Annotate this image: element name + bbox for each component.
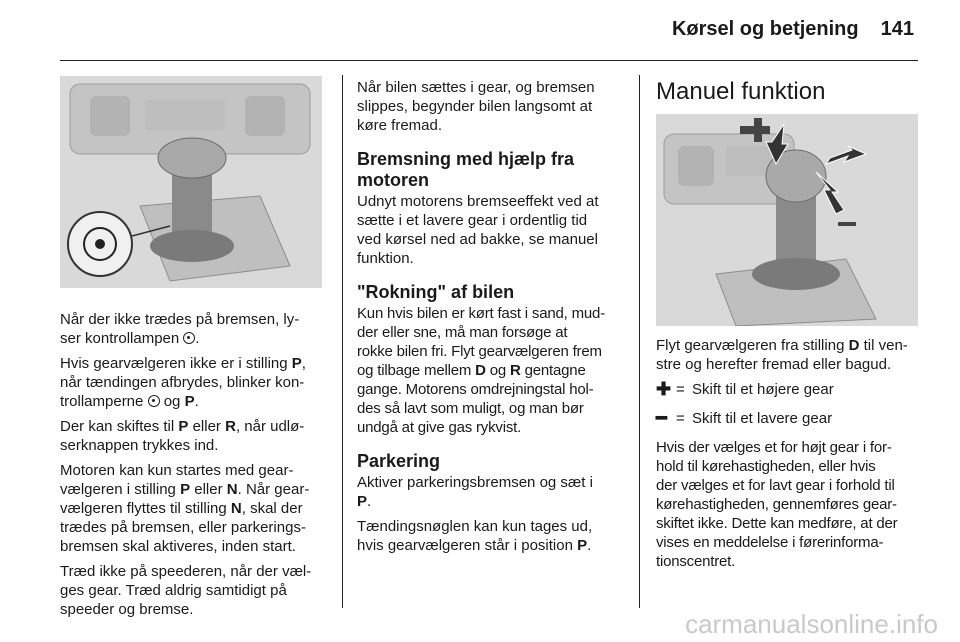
column-1 (60, 76, 330, 625)
column-divider-1 (342, 75, 343, 608)
paragraph-rocking: Kun hvis bilen er kørt fast i sand, mud- der eller sne, må man forsøge at rokke bilen fri. Flyt gearvælgeren frem og tilbage mellem D og R gentagne gange. Motorens omdrejningstal hol- des så lavt som muligt, og man bør undgå at give gas rykvist. (357, 305, 605, 436)
paragraph-manual-move: Flyt gearvælgeren fra stilling D til ven- stre og herefter fremad eller bagud. (656, 337, 908, 373)
legend-shift-up: ✚ = Skift til et højere gear (656, 379, 834, 399)
plus-icon: ✚ (656, 379, 672, 399)
brake-pedal-lamp-icon (183, 332, 195, 344)
paragraph-5: Træd ikke på speederen, når der væl- ges gear. Træd aldrig samtidigt på speeder og bremse. (60, 563, 312, 618)
page-header (672, 18, 914, 41)
paragraph-ignition-key: Tændingsnøglen kan kun tages ud, hvis gearvælgeren står i position P. (357, 518, 593, 554)
watermark: carmanualsonline.info (685, 609, 938, 639)
paragraph-engine-start: Når bilen sættes i gear, og bremsen slippes, begynder bilen langsomt at køre fremad. (357, 79, 595, 134)
paragraph-2: Hvis gearvælgeren ikke er i stilling P, når tændingen afbrydes, blinker kon- trollamperne og P. (60, 355, 306, 410)
column-2 (357, 78, 629, 561)
gear-selector-figure (60, 76, 322, 288)
page-number: 141 (880, 18, 914, 40)
header-rule (60, 60, 918, 61)
paragraph-engine-braking: Udnyt motorens bremseeffekt ved at sætte i et lavere gear i ordentlig tid ved kørsel ned ad bakke, se manuel funktion. (357, 193, 599, 267)
section-title-manual: Manuel funktion (656, 78, 826, 105)
minus-icon (838, 222, 856, 226)
paragraph-gear-warning: Hvis der vælges et for højt gear i for- hold til kørehastigheden, eller hvis der vælges et for lavt gear i forhold til kørehastigheden, gennemføres gear- skiftet ikke. Dette kan medføre, at der vises en meddelelse i førerinforma- tionscentret. (656, 439, 898, 570)
column-3 (656, 78, 922, 577)
header-title: Kørsel og betjening (671, 18, 859, 40)
column-divider-2 (639, 75, 640, 608)
paragraph-4: Motoren kan kun startes med gear- vælgeren i stilling P eller N. Når gear- vælgeren flyttes til stilling N, skal der trædes på bremsen, eller parkerings- bremsen skal aktiveres, inden start. (60, 462, 310, 555)
minus-icon: ━ (656, 408, 667, 428)
heading-parking: Parkering (357, 451, 441, 471)
brake-pedal-lamp-icon (148, 395, 160, 407)
paragraph-3: Der kan skiftes til P eller R, når udlø- serknappen trykkes ind. (60, 418, 305, 454)
legend-shift-down: ━ = Skift til et lavere gear (656, 408, 833, 428)
manual-mode-figure (656, 114, 918, 326)
heading-engine-braking: Bremsning med hjælp fra motoren (357, 149, 575, 190)
heading-rocking: "Rokning" af bilen (357, 282, 515, 302)
paragraph-parking: Aktiver parkeringsbremsen og sæt i P. (357, 474, 593, 510)
paragraph-1: Når der ikke trædes på bremsen, ly- ser kontrollampen . (60, 311, 300, 347)
